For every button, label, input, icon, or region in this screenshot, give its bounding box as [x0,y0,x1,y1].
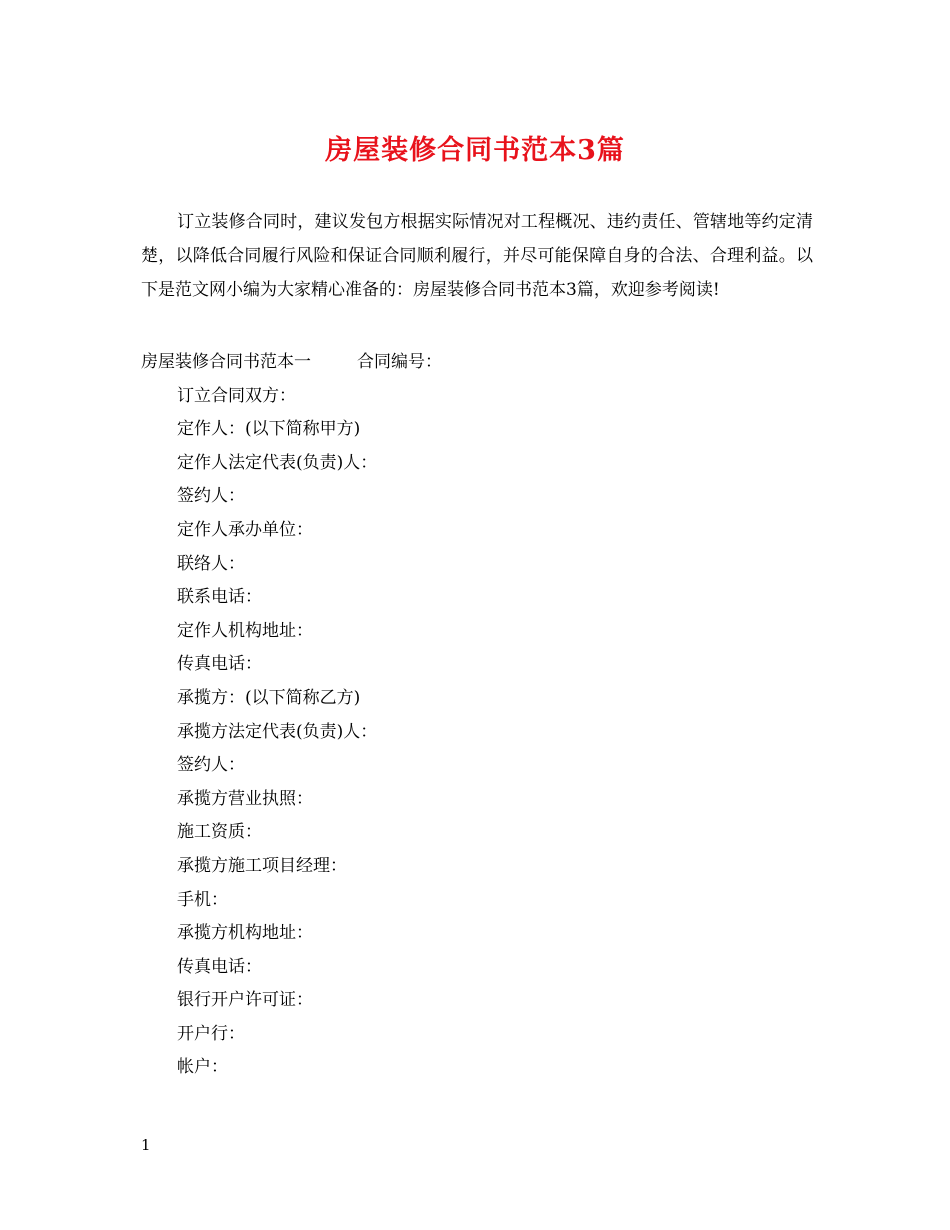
contract-fields [141,346,813,1085]
field-line: 施工资质： [177,822,262,843]
field-line: 帐户： [177,1057,228,1078]
field-line: 传真电话： [177,654,262,675]
section-heading-line [141,346,813,380]
intro-paragraph: 订立装修合同时，建议发包方根据实际情况对工程概况、违约责任、管辖地等约定清楚，以降低合同履行风险和保证合同顺利履行，并尽可能保障自身的合法、合理利益。以下是范文网小编为大家精心准备的：房屋装修合同书范本3篇，欢迎参考阅读! [141,212,813,300]
field-line: 联系电话： [177,587,262,608]
field-line: 订立合同双方： [177,385,296,406]
field-line: 签约人： [177,755,245,776]
section-heading: 房屋装修合同书范本一 [141,352,311,372]
field-line: 定作人：(以下简称甲方) [177,419,361,440]
field-line: 承揽方营业执照： [177,788,313,809]
page-number: 1 [141,1136,151,1154]
field-line: 承揽方法定代表(负责)人： [177,721,378,742]
field-line: 定作人法定代表(负责)人： [177,452,378,473]
field-line: 联络人： [177,553,245,574]
field-line: 开户行： [177,1023,245,1044]
field-line: 签约人： [177,486,245,507]
field-line: 手机： [177,889,228,910]
field-line: 定作人承办单位： [177,519,313,540]
field-line: 承揽方机构地址： [177,923,313,944]
document-title: 房屋装修合同书范本3篇 [325,135,625,166]
field-line: 承揽方：(以下简称乙方) [177,687,361,708]
field-line: 承揽方施工项目经理： [177,855,347,876]
field-line: 传真电话： [177,956,262,977]
field-line: 定作人机构地址： [177,620,313,641]
contract-number-label: 合同编号： [357,352,442,372]
field-line: 银行开户许可证： [177,990,313,1011]
